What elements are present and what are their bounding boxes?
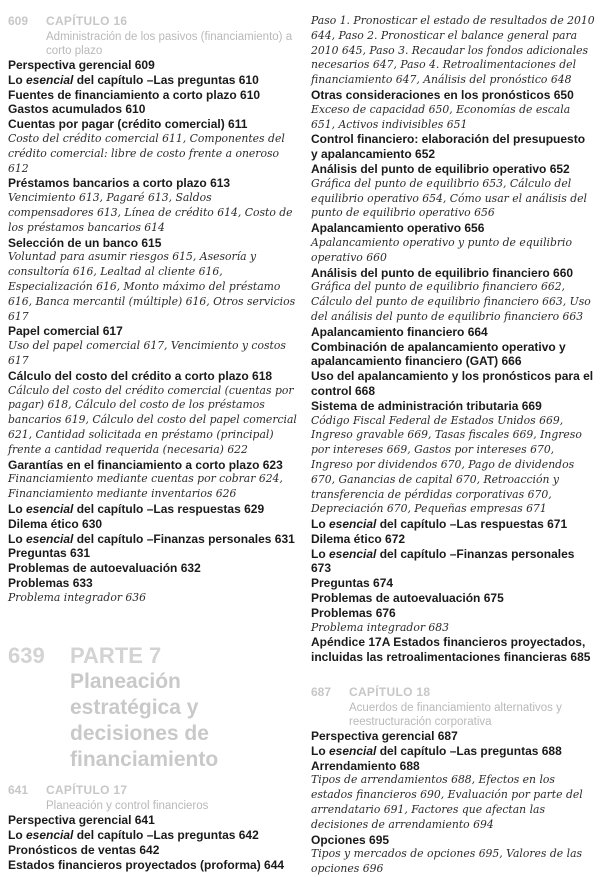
chapter-17-entries-continued [311,14,595,665]
toc-subtopics: Gráfica del punto de equilibrio financiero 662, Cálculo del punto de equilibrio financiero 663, Uso del análisis del punto de equilibrio financiero 663 [311,280,591,323]
toc-subtopics: Voluntad para asumir riesgos 615, Asesoría y consultoría 616, Lealtad al cliente 616, Especialización 616, Monto máximo del préstamo 616, Banca mercantil (múltiple) 616, Otros servicios 617 [8,250,296,323]
toc-section-entry [311,744,595,759]
toc-subtopics: Tipos de arrendamientos 688, Efectos en los estados financieros 690, Evaluación por parte del arrendatario 691, Factores que afectan las decisiones de arrendamiento 694 [311,773,583,831]
part-7-heading [8,643,298,773]
toc-entry-part: del capítulo –Finanzas personales 673 [311,546,575,576]
part-page-number: 639 [8,643,45,669]
chapter-17-entries [8,813,298,872]
toc-section-entry [8,502,298,517]
toc-section-entry [8,828,298,843]
chapter-title: Administración de los pasivos (financiamiento) a corto plazo [46,31,293,57]
toc-section-entry [311,517,595,532]
toc-entry-part: Lo [311,546,329,561]
toc-section-entry [8,532,298,547]
toc-subtopics: Paso 1. Pronosticar el estado de resultados de 2010 644, Paso 2. Pronosticar el balance general para 2010 645, Paso 3. Recaudar los fondos adicionales necesarios 647, Paso 4. Retroalimentaciones del financiamiento 647, Análisis del pronóstico 648 [311,14,595,87]
toc-entry-part: del capítulo –Finanzas personales 631 [73,531,295,546]
chapter-label: CAPÍTULO 18 [349,685,431,700]
chapter-label: CAPÍTULO 16 [46,14,128,28]
chapter-18-heading [311,685,595,729]
toc-section-entry: Apéndice 17A Estados financieros proyectados, incluidas las retroalimentaciones financieras 685 [311,635,591,665]
toc-section-entry: Preguntas 674 [311,576,394,591]
toc-subtopics: Uso del papel comercial 617, Vencimiento y costos 617 [8,339,286,367]
toc-subtopics: Cálculo del costo del crédito comercial (cuentas por pagar) 618, Cálculo del costo de los préstamos bancarios 619, Cálculo del costo del papel comercial 621, Cantidad solicitada en préstamo (principal) frente a cantidad requerida (necesaria) 622 [8,383,297,456]
toc-section-entry: Dilema ético 672 [311,531,406,546]
toc-subtopics: Vencimiento 613, Pagaré 613, Saldos compensadores 613, Línea de crédito 614, Costo de los préstamos bancarios 614 [8,191,293,234]
toc-section-entry: Control financiero: elaboración del presupuesto y apalancamiento 652 [311,132,586,162]
toc-section-entry: Problemas 676 [311,605,396,620]
toc-section-entry: Problemas de autoevaluación 632 [8,561,201,576]
toc-entry-part: Lo [8,72,26,87]
toc-subtopics: Problema integrador 636 [8,590,147,604]
toc-section-entry: Arrendamiento 688 [311,758,420,773]
chapter-title: Planeación y control financieros [46,800,209,813]
toc-entry-part: esencial [26,501,74,516]
toc-entry-part: esencial [26,72,74,87]
toc-entry-part: del capítulo –Las respuestas 629 [73,501,265,516]
toc-entry-part: esencial [329,517,377,532]
toc-section-entry: Análisis del punto de equilibrio financiero 660 [311,265,574,280]
toc-section-entry: Combinación de apalancamiento operativo y apalancamiento financiero (GAT) 666 [311,339,566,369]
toc-subtopics: Código Fiscal Federal de Estados Unidos 669, Ingreso gravable 669, Tasas fiscales 669, Ingreso por intereses 669, Gastos por intereses 670, Ingreso por dividendos 670, Pago de dividendos 670, Ganancias de capital 670, Retroacción y transferencia de pérdidas corporativas 670, Depreciación 670, Pequeñas empresas 671 [311,413,582,516]
chapter-label: CAPÍTULO 17 [46,783,128,798]
toc-section-entry [311,547,595,577]
chapter-17-heading [8,783,298,813]
toc-subtopics: Exceso de capacidad 650, Economías de escala 651, Activos indivisibles 651 [311,102,571,131]
toc-entry-part: del capítulo –Las preguntas 688 [376,743,562,758]
toc-section-entry: Gastos acumulados 610 [8,102,146,117]
toc-section-entry: Garantías en el financiamiento a corto plazo 623 [8,457,283,472]
toc-section-entry: Préstamos bancarios a corto plazo 613 [8,176,231,191]
toc-section-entry: Sistema de administración tributaria 669 [311,398,542,413]
toc-section-entry [8,73,298,88]
toc-subtopics: Tipos y mercados de opciones 695, Valores de las opciones 696 [311,847,583,876]
toc-section-entry: Dilema ético 630 [8,516,103,531]
toc-section-entry: Problemas 633 [8,575,93,590]
chapter-page-number: 609 [8,14,29,28]
chapter-page-number: 687 [311,685,332,700]
toc-section-entry: Cálculo del costo del crédito a corto plazo 618 [8,368,273,383]
toc-section-entry: Fuentes de financiamiento a corto plazo 610 [8,87,261,102]
chapter-18-entries [311,729,595,877]
toc-section-entry: Papel comercial 617 [8,324,123,339]
toc-entry-part: Lo [8,531,26,546]
toc-subtopics: Apalancamiento operativo y punto de equilibrio operativo 660 [311,235,572,264]
chapter-page-number: 641 [8,783,29,798]
toc-section-entry: Opciones 695 [311,832,390,847]
toc-section-entry: Perspectiva gerencial 641 [8,813,155,828]
toc-entry-part: esencial [26,828,74,843]
toc-section-entry: Pronósticos de ventas 642 [8,843,160,858]
toc-section-entry: Uso del apalancamiento y los pronósticos para el control 668 [311,369,594,398]
chapter-16-entries [8,58,298,605]
toc-entry-part: del capítulo –Las preguntas 642 [73,828,259,843]
toc-section-entry: Cuentas por pagar (crédito comercial) 611 [8,117,248,132]
part-label: PARTE 7 [70,643,162,669]
chapter-title: Acuerdos de financiamiento alternativos y reestructuración corporativa [349,702,562,729]
toc-entry-part: esencial [26,531,74,546]
toc-entry-part: Lo [311,743,329,758]
left-column [8,14,298,873]
toc-subtopics: Gráfica del punto de equilibrio 653, Cálculo del equilibrio operativo 654, Cómo usar el análisis del punto de equilibrio operativo 656 [311,176,587,220]
toc-entry-part: del capítulo –Las respuestas 671 [376,517,568,532]
toc-entry-part: Lo [311,517,329,532]
toc-section-entry: Perspectiva gerencial 609 [8,58,155,72]
toc-subtopics: Problema integrador 683 [311,620,450,634]
chapter-16-heading [8,14,298,58]
toc-section-entry: Apalancamiento financiero 664 [311,324,488,339]
toc-subtopics: Financiamiento mediante cuentas por cobrar 624, Financiamiento mediante inventarios 626 [8,472,283,501]
toc-section-entry: Estados financieros proyectados (proforma) 644 [8,857,285,872]
toc-section-entry: Otras consideraciones en los pronósticos 650 [311,87,574,102]
part-title: Planeación estratégica y decisiones de financiamiento [70,670,219,772]
toc-entry-part: del capítulo –Las preguntas 610 [73,72,259,87]
toc-entry-part: Lo [8,828,26,843]
right-column [311,14,595,877]
toc-entry-part: esencial [329,743,377,758]
toc-entry-part: Lo [8,501,26,516]
toc-section-entry: Selección de un banco 615 [8,235,162,250]
toc-section-entry: Apalancamiento operativo 656 [311,221,485,236]
toc-subtopics: Costo del crédito comercial 611, Componentes del crédito comercial: libre de costo frente a oneroso 612 [8,131,285,175]
toc-section-entry: Preguntas 631 [8,546,91,561]
toc-section-entry: Análisis del punto de equilibrio operativo 652 [311,161,570,176]
toc-entry-part: esencial [329,546,377,561]
toc-section-entry: Perspectiva gerencial 687 [311,729,458,744]
toc-section-entry: Problemas de autoevaluación 675 [311,591,504,606]
